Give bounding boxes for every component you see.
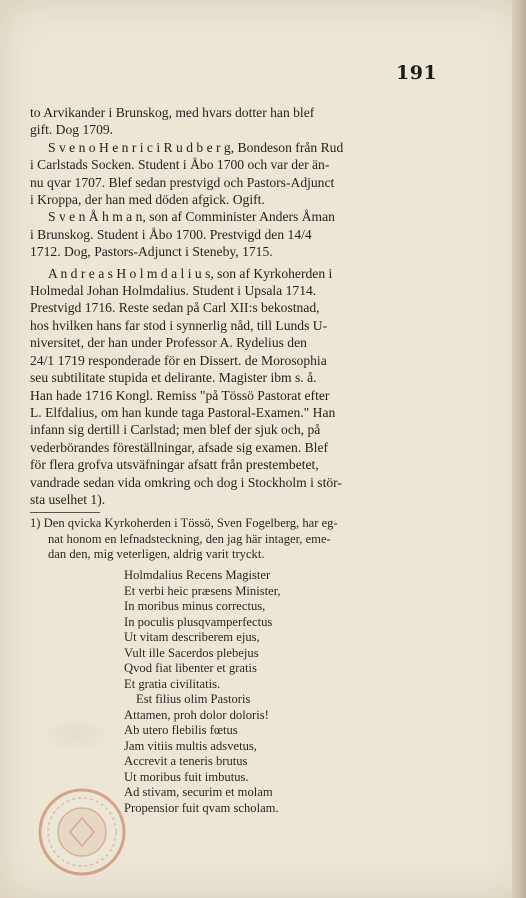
poem-line: In poculis plusqvamperfectus [124, 614, 273, 629]
main-text [30, 104, 460, 508]
text-line: gift. Dog 1709. [30, 122, 114, 138]
text-line: hos hvilken hans far stod i synnerlig nåd, till Lunds U- [30, 317, 328, 333]
text-line: sta uselhet 1). [30, 491, 106, 507]
text-line: vederbörandes föreställningar, afsade sig examen. Blef [30, 439, 329, 455]
library-stamp-icon [34, 784, 130, 880]
text-line: A n d r e a s H o l m d a l i u s, son af Kyrkoherden i [48, 265, 333, 281]
text-line: Han hade 1716 Kongl. Remiss "på Tössö Pastorat efter [30, 387, 330, 403]
poem-line: Vult ille Sacerdos plebejus [124, 645, 259, 660]
poem-line: In moribus minus correctus, [124, 599, 266, 613]
poem-line: Holmdalius Recens Magister [124, 568, 271, 582]
poem-line: Attamen, proh dolor doloris! [124, 707, 269, 722]
latin-poem [124, 568, 424, 816]
footnote-line: nat honom en lefnadsteckning, den jag här intager, eme- [48, 531, 331, 546]
poem-line: Et gratia civilitatis. [124, 676, 221, 691]
text-line: i Carlstads Socken. Student i Åbo 1700 och var der än- [30, 157, 330, 173]
text-line: Holmedal Johan Holmdalius. Student i Upsala 1714. [30, 283, 317, 299]
text-line: L. Elfdalius, om han kunde taga Pastoral-Examen." Han [30, 404, 336, 420]
text-line: 24/1 1719 responderade för en Dissert. de Morosophia [30, 352, 327, 368]
poem-line: Propensior fuit qvam scholam. [124, 800, 279, 815]
page-number: 191 [396, 62, 438, 84]
text-line: 1712. Dog, Pastors-Adjunct i Steneby, 1715. [30, 244, 273, 260]
text-line: för flera grofva utsväfningar afsatt från prestembetet, [30, 457, 319, 473]
footnote-line: 1) Den qvicka Kyrkoherden i Tössö, Sven Fogelberg, har eg- [30, 516, 338, 530]
text-line: nu qvar 1707. Blef sedan prestvigd och Pastors-Adjunct [30, 174, 335, 190]
poem-line: Qvod fiat libenter et gratis [124, 661, 257, 675]
text-line: Prestvigd 1716. Reste sedan på Carl XII:s bekostnad, [30, 300, 320, 316]
text-line: S v e n o H e n r i c i R u d b e r g, Bondeson från Rud [48, 139, 344, 155]
paper-smudge [46, 720, 106, 750]
poem-line: Ab utero flebilis fœtus [124, 723, 238, 737]
poem-line: Ut moribus fuit imbutus. [124, 769, 249, 784]
text-line: to Arvikander i Brunskog, med hvars dotter han blef [30, 105, 315, 120]
text-line: i Brunskog. Student i Åbo 1700. Prestvigd den 14/4 [30, 226, 312, 242]
text-line: S v e n Å h m a n, son af Comminister Anders Åman [48, 209, 335, 225]
poem-line: Ut vitam describerem ejus, [124, 630, 260, 644]
poem-line: Ad stivam, securim et molam [124, 785, 273, 799]
page-edge [512, 0, 526, 898]
text-line: vandrade sedan vida omkring och dog i Stockholm i stör- [30, 474, 342, 490]
footnote-divider [30, 512, 100, 513]
text-line: i Kroppa, der han med döden afgick. Ogift. [30, 192, 265, 208]
footnote [30, 516, 470, 563]
poem-line: Est filius olim Pastoris [136, 692, 251, 706]
text-line: seu subtilitate stupida et delirante. Magister ibm s. å. [30, 370, 317, 386]
text-line: infann sig dertill i Carlstad; men blef der sjuk och, på [30, 422, 321, 438]
poem-line: Accrevit a teneris brutus [124, 754, 248, 768]
footnote-line: dan den, mig veterligen, aldrig varit tryckt. [48, 547, 265, 562]
poem-line: Jam vitiis multis adsvetus, [124, 738, 257, 753]
poem-line: Et verbi heic præsens Minister, [124, 583, 281, 598]
text-line: niversitet, der han under Professor A. Rydelius den [30, 335, 307, 351]
